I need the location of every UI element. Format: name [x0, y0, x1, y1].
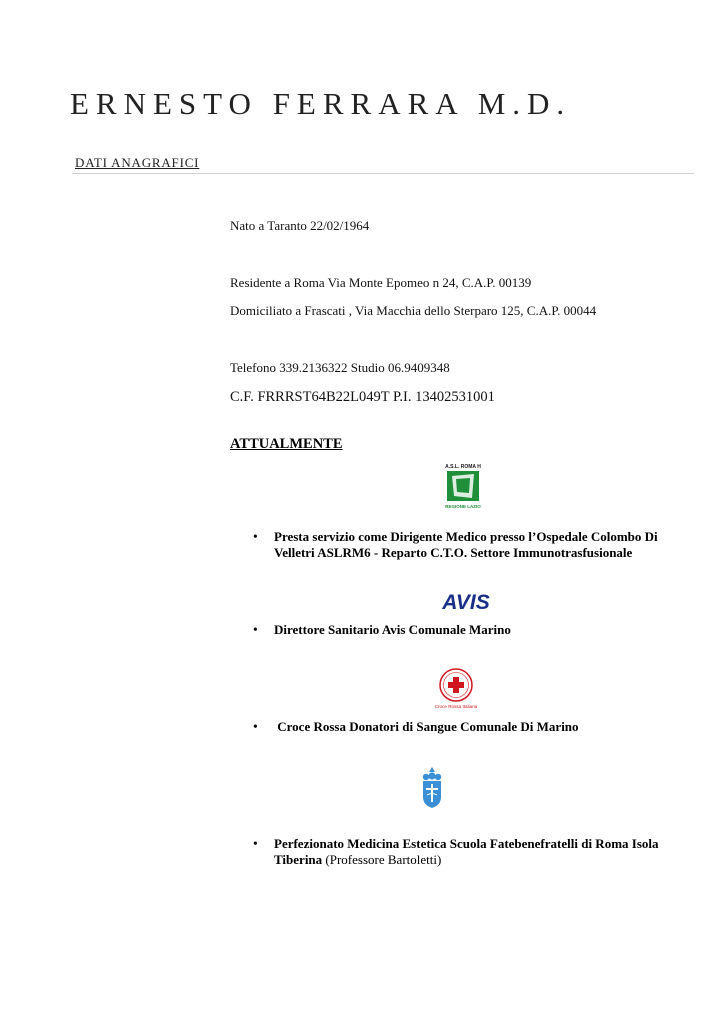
asl-roma-logo [444, 462, 482, 510]
asl-logo-top-text: A.S.L. ROMA H [445, 464, 481, 470]
section-heading-attualmente: ATTUALMENTE [230, 436, 343, 452]
list-item: Direttore Sanitario Avis Comunale Marino [274, 622, 511, 637]
bullet-icon: • [253, 836, 258, 851]
list-item [274, 836, 674, 868]
asl-logo-bottom-text: REGIONE LAZIO [445, 504, 481, 509]
page-title: ERNESTO FERRARA M.D. [70, 86, 572, 121]
avis-logo [442, 589, 490, 613]
list-item: Presta servizio come Dirigente Medico presso l’Ospedale Colombo Di Velletri ASLRM6 - Reparto C.T.O. Settore Immunotrasfusionale [274, 529, 658, 560]
list-item-text: Perfezionato Medicina Estetica Scuola Fatebenefratelli di Roma Isola Tiberina [274, 836, 659, 867]
tax-info: C.F. FRRRST64B22L049T P.I. 13402531001 [230, 389, 495, 405]
fatebenefratelli-logo [420, 765, 444, 809]
section-heading-dati-anagrafici: DATI ANAGRAFICI [75, 155, 200, 170]
residence-info: Residente a Roma Via Monte Epomeo n 24, C.A.P. 00139 [230, 275, 532, 290]
bullet-icon: • [253, 719, 258, 734]
section-divider [72, 173, 694, 174]
croce-rossa-caption: Croce Rossa Italiana [434, 704, 478, 709]
phone-info: Telefono 339.2136322 Studio 06.9409348 [230, 360, 450, 375]
croce-rossa-logo [433, 667, 479, 711]
birth-info: Nato a Taranto 22/02/1964 [230, 218, 370, 233]
list-item-note: (Professore Bartoletti) [325, 852, 442, 867]
bullet-icon: • [253, 529, 258, 544]
bullet-icon: • [253, 622, 258, 637]
domicile-info: Domiciliato a Frascati , Via Macchia dello Sterparo 125, C.A.P. 00044 [230, 303, 597, 318]
avis-logo-text: AVIS [442, 591, 490, 613]
list-item: Croce Rossa Donatori di Sangue Comunale Di Marino [274, 719, 579, 734]
